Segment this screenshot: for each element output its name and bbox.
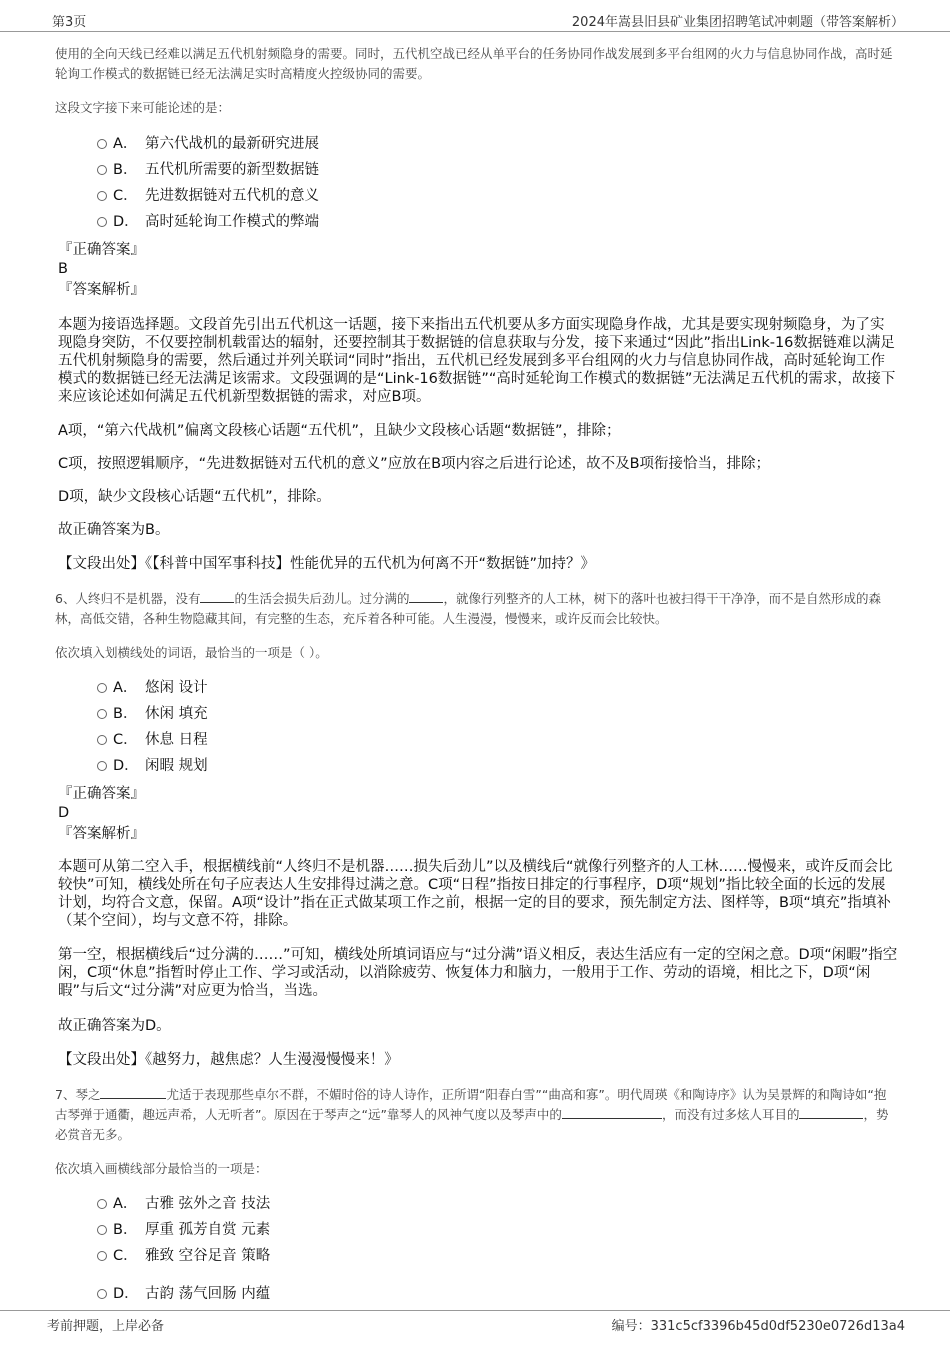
q5-option-d[interactable] bbox=[97, 212, 319, 232]
option-text: 古韵 荡气回肠 内蕴 bbox=[145, 1286, 271, 1302]
q5-answer-label: 『正确答案』 bbox=[58, 242, 145, 258]
radio-icon[interactable] bbox=[97, 683, 107, 693]
option-text: 古雅 弦外之音 技法 bbox=[145, 1196, 271, 1212]
radio-icon[interactable] bbox=[97, 1199, 107, 1209]
q7-option-b[interactable] bbox=[97, 1220, 270, 1240]
option-letter: C． bbox=[113, 188, 138, 204]
q6-option-c[interactable] bbox=[97, 730, 208, 750]
q7-prompt: 依次填入画横线部分最恰当的一项是： bbox=[55, 1161, 268, 1176]
radio-icon[interactable] bbox=[97, 1225, 107, 1235]
q6-option-b[interactable] bbox=[97, 704, 208, 724]
radio-icon[interactable] bbox=[97, 139, 107, 149]
q5-answer: B bbox=[58, 261, 68, 277]
footer-slogan: 考前押题，上岸必备 bbox=[47, 1319, 165, 1334]
q6-conclusion: 故正确答案为D。 bbox=[58, 1018, 171, 1034]
radio-icon[interactable] bbox=[97, 761, 107, 771]
q6-analysis-label: 『答案解析』 bbox=[58, 826, 145, 842]
q6-option-a[interactable] bbox=[97, 678, 208, 698]
option-text: 雅致 空谷足音 策略 bbox=[145, 1248, 271, 1264]
fill-blank bbox=[409, 590, 443, 603]
page-number: 第3页 bbox=[52, 15, 87, 30]
option-letter: D． bbox=[113, 1286, 139, 1302]
q5-passage: 使用的全向天线已经难以满足五代机射频隐身的需要。同时，五代机空战已经从单平台的任务协同作战发展到多平台组网的火力与信息协同作战，高时延轮询工作模式的数据链已经无法满足实时高精度火控级协同的需要。 bbox=[55, 46, 893, 81]
option-text: 第六代战机的最新研究进展 bbox=[145, 136, 319, 152]
option-text: 厚重 孤芳自赏 元素 bbox=[145, 1222, 271, 1238]
radio-icon[interactable] bbox=[97, 709, 107, 719]
q7-passage: 7、琴之 尤适于表现那些卓尔不群，不媚时俗的诗人诗作，正所谓“阳春白雪”“曲高和寡”。明代周瑛《和陶诗序》认为吴景辉的和陶诗如“抱古琴弹于通衢，趣远声希，人无听者”。原因在于琴声之“远”靠琴人的风神气度以及琴声中的 ，而没有过多炫人耳目的 ，势必赏音无多。 bbox=[55, 1087, 889, 1142]
radio-icon[interactable] bbox=[97, 1289, 107, 1299]
q5-analysis-paragraph: C项，按照逻辑顺序，“先进数据链对五代机的意义”应放在B项内容之后进行论述，故不及B项衔接恰当，排除； bbox=[58, 456, 771, 472]
option-letter: A． bbox=[113, 680, 138, 696]
option-letter: B． bbox=[113, 1222, 138, 1238]
q7-option-c[interactable] bbox=[97, 1246, 270, 1266]
q5-option-a[interactable] bbox=[97, 134, 319, 154]
fill-blank bbox=[799, 1106, 863, 1119]
option-text: 休闲 填充 bbox=[145, 706, 208, 722]
page-header bbox=[0, 0, 950, 32]
q6-answer: D bbox=[58, 805, 70, 821]
q6-prompt: 依次填入划横线处的词语，最恰当的一项是（ ）。 bbox=[55, 645, 328, 660]
q7-option-a[interactable] bbox=[97, 1194, 270, 1214]
option-letter: A． bbox=[113, 1196, 138, 1212]
q6-source: 【文段出处】《越努力，越焦虑？人生漫漫慢慢来！》 bbox=[58, 1052, 399, 1068]
page-footer bbox=[0, 1310, 950, 1345]
radio-icon[interactable] bbox=[97, 165, 107, 175]
option-letter: C． bbox=[113, 1248, 138, 1264]
option-letter: C． bbox=[113, 732, 138, 748]
radio-icon[interactable] bbox=[97, 191, 107, 201]
option-letter: D． bbox=[113, 758, 139, 774]
q5-analysis-paragraph: D项，缺少文段核心话题“五代机”，排除。 bbox=[58, 489, 331, 505]
q5-option-b[interactable] bbox=[97, 160, 319, 180]
q5-analysis-paragraph: A项，“第六代战机”偏离文段核心话题“五代机”，且缺少文段核心话题“数据链”，排除； bbox=[58, 423, 621, 439]
document-title: 2024年嵩县旧县矿业集团招聘笔试冲刺题（带答案解析） bbox=[571, 15, 904, 30]
q5-source: 【文段出处】《【科普中国军事科技】性能优异的五代机为何离不开“数据链”加持？》 bbox=[58, 556, 596, 572]
fill-blank bbox=[562, 1106, 662, 1119]
q6-passage: 6、人终归不是机器，没有 的生活会损失后劲儿。过分满的 ，就像行列整齐的人工林，树下的落叶也被扫得干干净净，而不是自然形成的森林，高低交错，各种生物隐藏其间，有完整的生态，充斥着各种可能。人生漫漫，慢慢来，或许反而会比较快。 bbox=[55, 591, 881, 626]
radio-icon[interactable] bbox=[97, 1251, 107, 1261]
option-letter: B． bbox=[113, 706, 138, 722]
option-letter: A． bbox=[113, 136, 138, 152]
q5-analysis-label: 『答案解析』 bbox=[58, 282, 145, 298]
document-id: 编号：331c5cf3396b45d0df5230e0726d13a4 bbox=[611, 1319, 905, 1334]
q6-option-d[interactable] bbox=[97, 756, 208, 776]
option-text: 休息 日程 bbox=[145, 732, 208, 748]
radio-icon[interactable] bbox=[97, 735, 107, 745]
q5-option-c[interactable] bbox=[97, 186, 319, 206]
fill-blank bbox=[200, 590, 234, 603]
q6-analysis-paragraph: 第一空，根据横线后“过分满的……”可知，横线处所填词语应与“过分满”语义相反，表达生活应有一定的空闲之意。D项“闲暇”指空闲，C项“休息”指暂时停止工作、学习或活动，以消除疲劳、恢复体力和脑力，一般用于工作、劳动的语境，相比之下，D项“闲暇”与后文“过分满”对应更为恰当，当选。 bbox=[58, 947, 898, 999]
option-letter: D． bbox=[113, 214, 139, 230]
option-text: 先进数据链对五代机的意义 bbox=[145, 188, 319, 204]
q5-conclusion: 故正确答案为B。 bbox=[58, 522, 170, 538]
q7-option-d[interactable] bbox=[97, 1284, 270, 1304]
q5-prompt: 这段文字接下来可能论述的是： bbox=[55, 100, 231, 115]
option-text: 高时延轮询工作模式的弊端 bbox=[145, 214, 319, 230]
radio-icon[interactable] bbox=[97, 217, 107, 227]
q6-answer-label: 『正确答案』 bbox=[58, 786, 145, 802]
option-text: 五代机所需要的新型数据链 bbox=[145, 162, 319, 178]
q5-analysis-paragraph: 本题为接语选择题。文段首先引出五代机这一话题，接下来指出五代机要从多方面实现隐身作战，尤其是要实现射频隐身，为了实现隐身突防，不仅要控制机载雷达的辐射，还要控制其于数据链的信息获取与分发，接下来通过“因此”指出Link-16数据链难以满足五代机射频隐身的需要，然后通过并列关联词“同时”指出，五代机已经发展到多平台组网的火力与信息协同作战，高时延轮询工作模式的数据链已经无法满足该需求。文段强调的是“Link-16数据链”“高时延轮询工作模式的数据链”无法满足五代机的需求，故接下来应该论述如何满足五代机新型数据链的需求，对应B项。 bbox=[58, 317, 896, 405]
option-letter: B． bbox=[113, 162, 138, 178]
option-text: 悠闲 设计 bbox=[145, 680, 208, 696]
option-text: 闲暇 规划 bbox=[145, 758, 208, 774]
fill-blank bbox=[100, 1086, 166, 1099]
q6-analysis-paragraph: 本题可从第二空入手，根据横线前“人终归不是机器……损失后劲儿”以及横线后“就像行列整齐的人工林……慢慢来，或许反而会比较快”可知，横线处所在句子应表达人生安排得过满之意。C项“日程”指按日排定的行事程序，D项“规划”指比较全面的长远的发展计划，均符合文意，保留。A项“设计”指在正式做某项工作之前，根据一定的目的要求，预先制定方法、图样等，B项“填充”指填补（某个空间），均与文意不符，排除。 bbox=[58, 859, 893, 929]
